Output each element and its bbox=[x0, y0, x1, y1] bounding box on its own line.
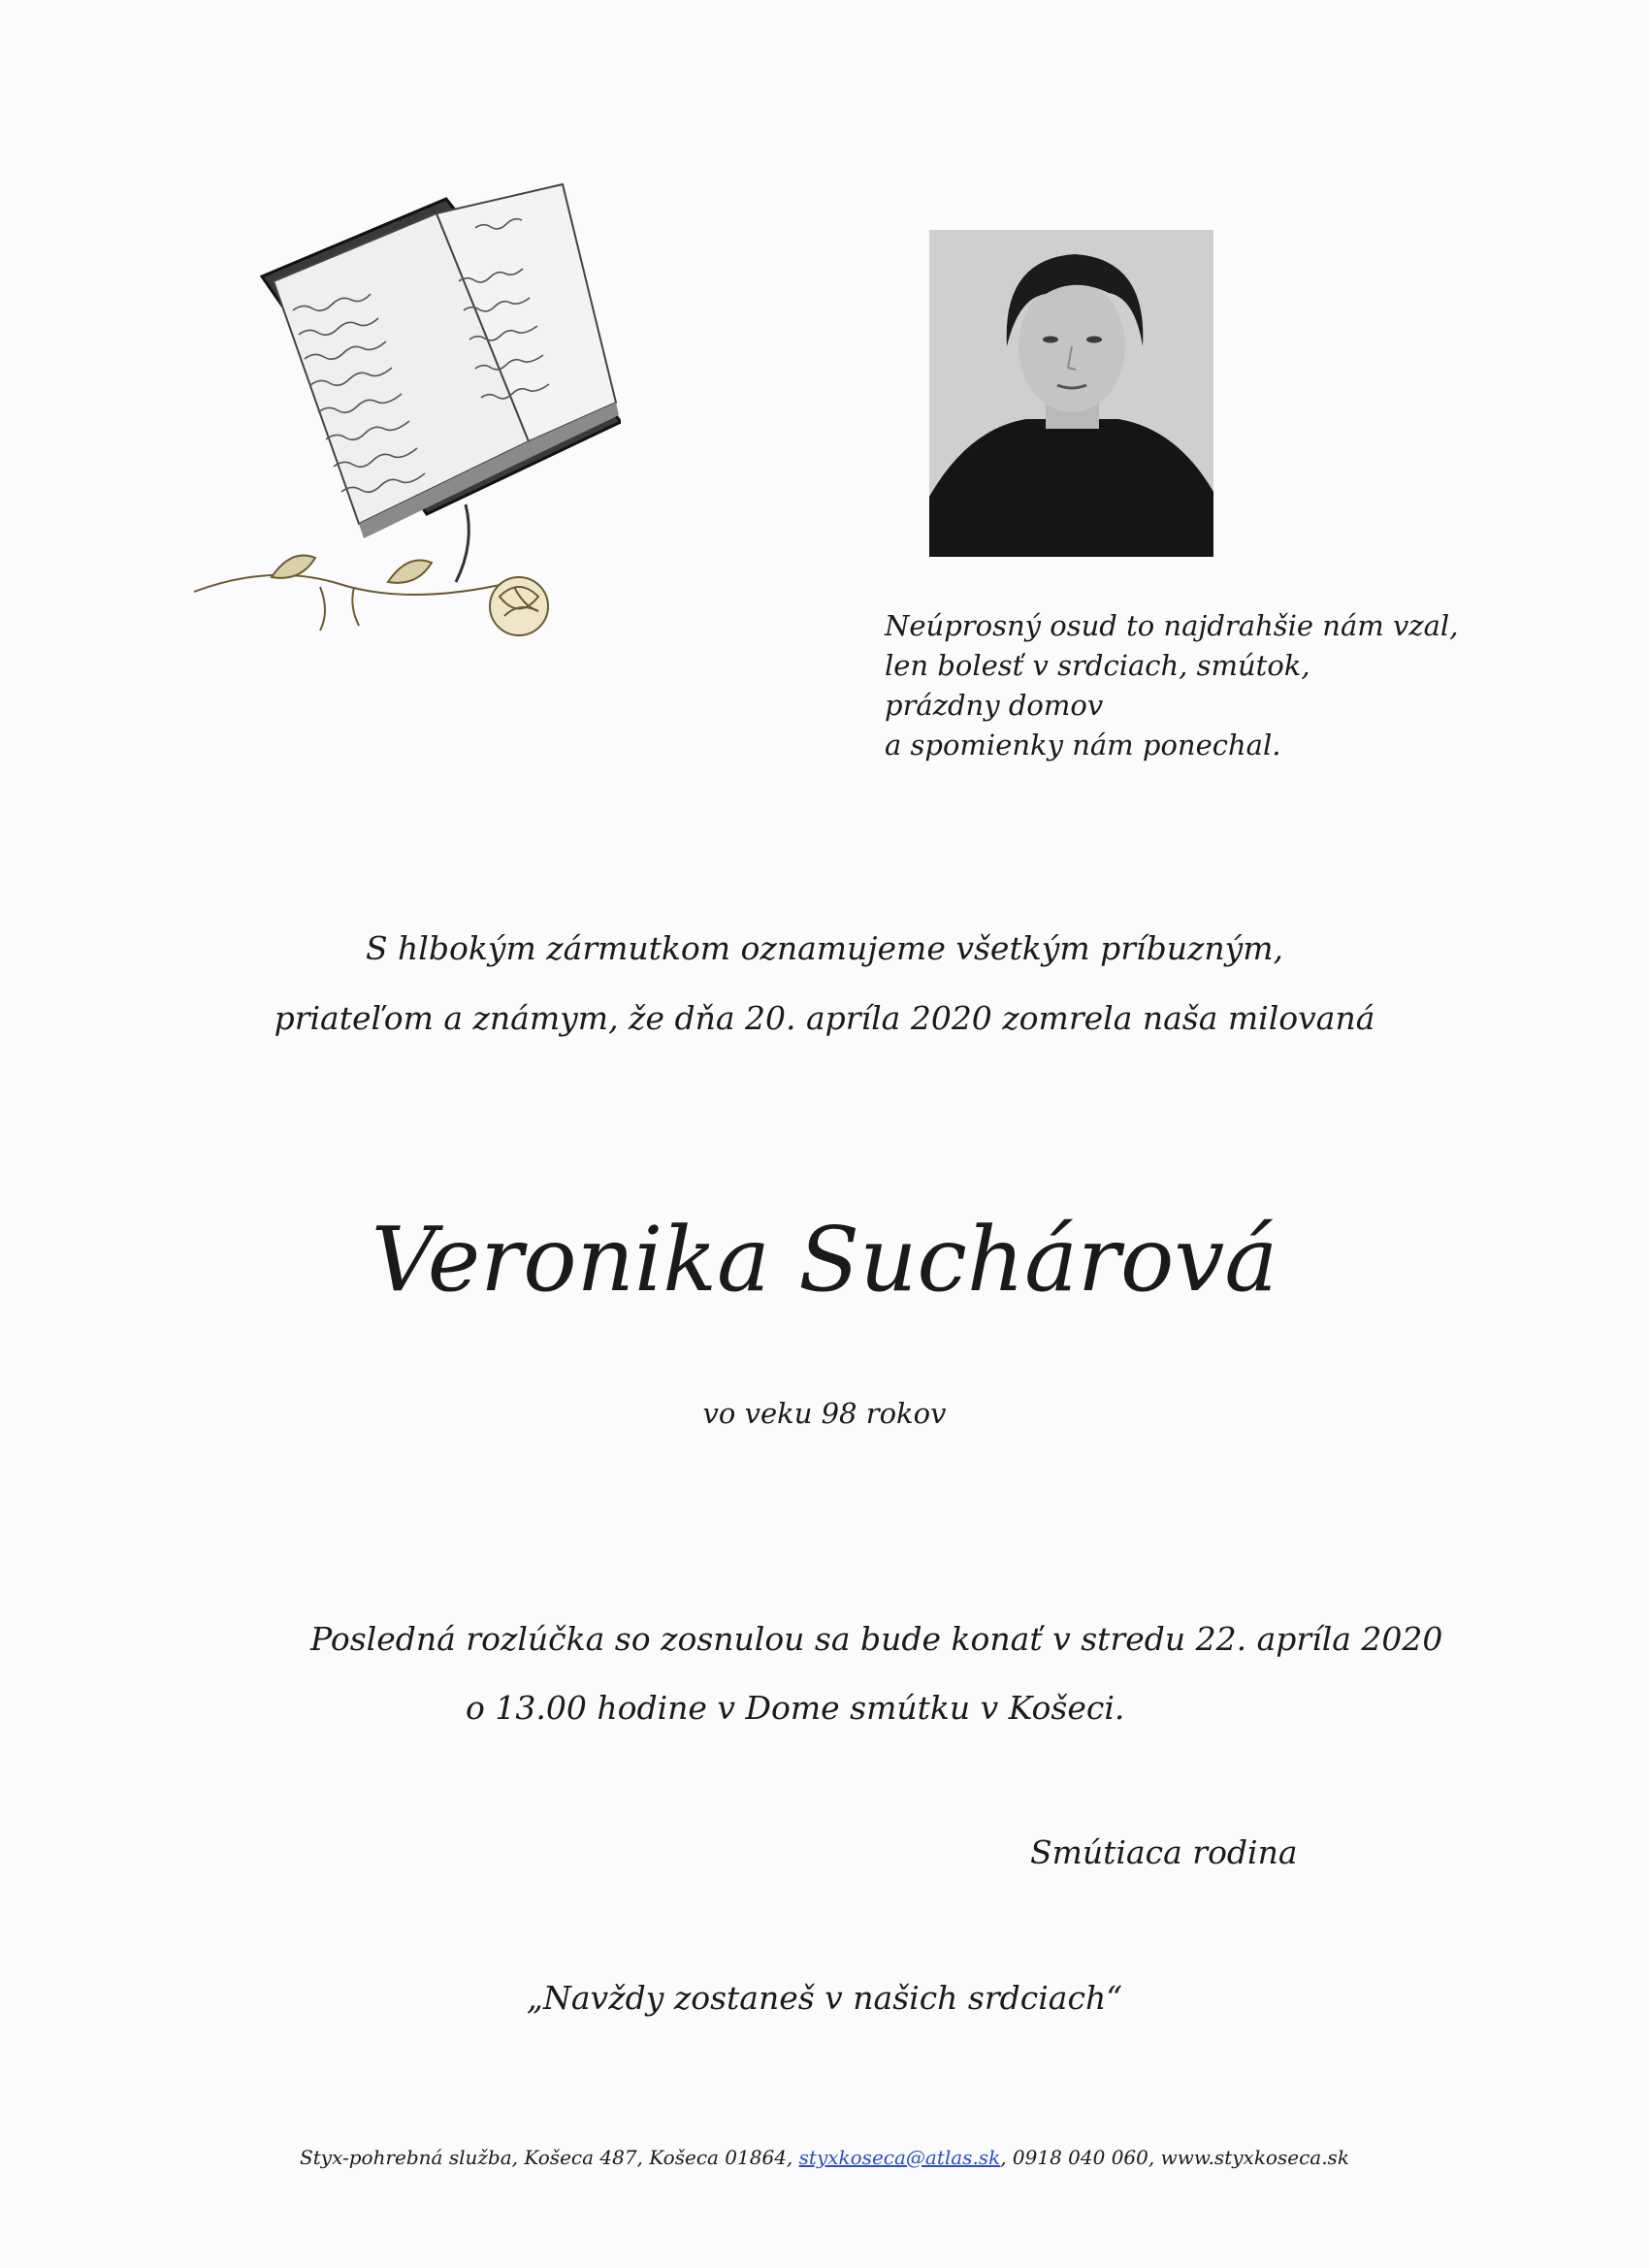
footer-contact: , 0918 040 060, www.styxkoseca.sk bbox=[1000, 2146, 1349, 2169]
signoff: Smútiaca rodina bbox=[1030, 1833, 1298, 1871]
ceremony-line-2: o 13.00 hodine v Dome smútku v Košeci. bbox=[466, 1689, 1125, 1727]
portrait-photo bbox=[929, 230, 1213, 557]
footer bbox=[0, 2146, 1649, 2169]
deceased-name: Veronika Suchárová bbox=[371, 1208, 1278, 1312]
poem-line: prázdny domov bbox=[885, 689, 1104, 722]
book-rose-illustration bbox=[184, 179, 621, 664]
poem-line: Neúprosný osud to najdrahšie nám vzal, bbox=[885, 609, 1459, 642]
closing-quote: „Navždy zostaneš v našich srdciach“ bbox=[526, 1979, 1123, 2017]
footer-address: Styx-pohrebná služba, Košeca 487, Košeca 01864, bbox=[300, 2146, 799, 2169]
footer-email-link[interactable]: styxkoseca@atlas.sk bbox=[798, 2146, 1001, 2169]
open-book-icon bbox=[262, 184, 621, 582]
announcement-line-2: priateľom a známym, že dňa 20. apríla 2020 zomrela naša milovaná bbox=[274, 999, 1375, 1037]
poem-line: len bolesť v srdciach, smútok, bbox=[885, 649, 1310, 682]
deceased-age: vo veku 98 rokov bbox=[702, 1397, 947, 1430]
person-silhouette-icon bbox=[929, 230, 1213, 557]
rose-icon bbox=[194, 556, 548, 636]
poem bbox=[885, 606, 1467, 765]
ceremony-line-1: Posledná rozlúčka so zosnulou sa bude konať v stredu 22. apríla 2020 bbox=[310, 1620, 1443, 1658]
announcement-line-1: S hlbokým zármutkom oznamujeme všetkým príbuzným, bbox=[365, 929, 1284, 967]
poem-line: a spomienky nám ponechal. bbox=[885, 729, 1281, 761]
